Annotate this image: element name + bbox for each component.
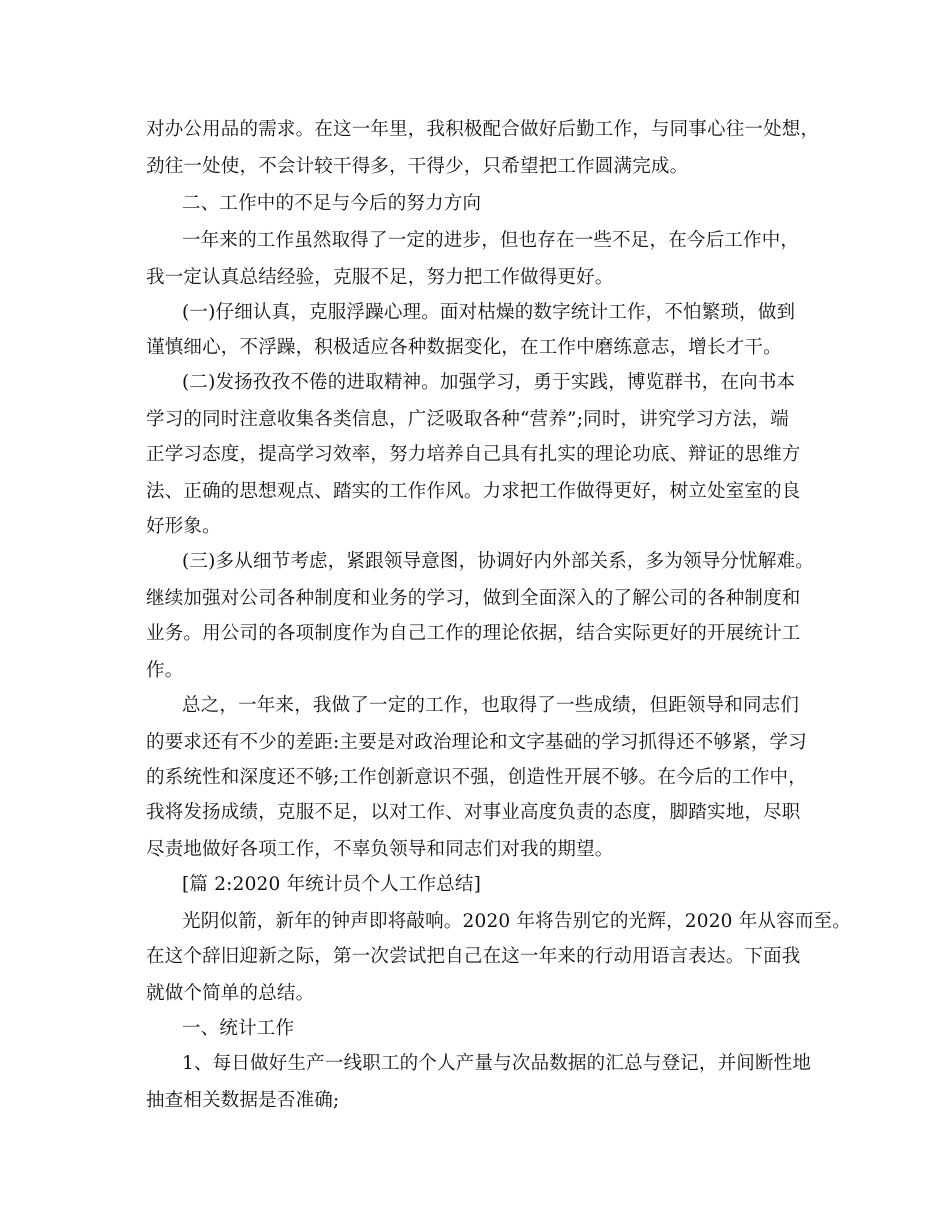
- text-line: 我一定认真总结经验，克服不足，努力把工作做得更好。: [146, 267, 614, 288]
- text-line: 好形象。: [146, 516, 221, 537]
- text-line: 就做个简单的总结。: [146, 983, 315, 1004]
- text-line: 1、每日做好生产一线职工的个人产量与次品数据的汇总与登记，并间断性地: [182, 1053, 812, 1074]
- section-heading: 一、统计工作: [182, 1018, 295, 1039]
- text-line: 作。: [146, 660, 184, 681]
- section-heading: 二、工作中的不足与今后的努力方向: [182, 193, 482, 214]
- text-line: 对办公用品的需求。在这一年里，我积极配合做好后勤工作，与同事心往一处想，: [146, 119, 820, 140]
- text-line: 业务。用公司的各项制度作为自己工作的理论依据，结合实际更好的开展统计工: [146, 623, 801, 644]
- text-line: 的系统性和深度还不够;工作创新意识不强，创造性开展不够。在今后的工作中，: [146, 767, 807, 788]
- text-line: 正学习态度，提高学习效率，努力培养自己具有扎实的理论功底、辩证的思维方: [146, 444, 801, 465]
- text-line: 在这个辞旧迎新之际，第一次尝试把自己在这一年来的行动用语言表达。下面我: [146, 946, 801, 967]
- text-line: 谨慎细心，不浮躁，积极适应各种数据变化，在工作中磨练意志，增长才干。: [146, 337, 782, 358]
- text-line: (一)仔细认真，克服浮躁心理。面对枯燥的数字统计工作，不怕繁琐，做到: [182, 302, 796, 323]
- text-line: 的要求还有不少的差距:主要是对政治理论和文字基础的学习抓得还不够紧，学习: [146, 732, 807, 753]
- text-line: 一年来的工作虽然取得了一定的进步，但也存在一些不足，在今后工作中，: [182, 230, 800, 251]
- text-line: 法、正确的思想观点、踏实的工作作风。力求把工作做得更好，树立处室室的良: [146, 481, 801, 502]
- text-line: 我将发扬成绩，克服不足，以对工作、对事业高度负责的态度，脚踏实地，尽职: [146, 802, 801, 823]
- text-line: (三)多从细节考虑，紧跟领导意图，协调好内外部关系，多为领导分忧解难。: [182, 551, 814, 572]
- text-line: 劲往一处使，不会计较干得多，干得少，只希望把工作圆满完成。: [146, 156, 689, 177]
- text-line: (二)发扬孜孜不倦的进取精神。加强学习，勇于实践，博览群书，在向书本: [182, 372, 796, 393]
- text-line: 抽查相关数据是否准确;: [146, 1090, 340, 1111]
- text-line: 学习的同时注意收集各类信息，广泛吸取各种“营养”;同时，讲究学习方法，端: [146, 409, 789, 430]
- text-line: 尽责地做好各项工作，不辜负领导和同志们对我的期望。: [146, 839, 614, 860]
- text-line: 总之，一年来，我做了一定的工作，也取得了一些成绩，但距领导和同志们: [182, 695, 800, 716]
- text-line: 光阴似箭，新年的钟声即将敲响。2020 年将告别它的光辉，2020 年从容而至。: [182, 911, 851, 932]
- text-line: 继续加强对公司各种制度和业务的学习，做到全面深入的了解公司的各种制度和: [146, 588, 801, 609]
- section-heading: [篇 2:2020 年统计员个人工作总结]: [182, 874, 481, 895]
